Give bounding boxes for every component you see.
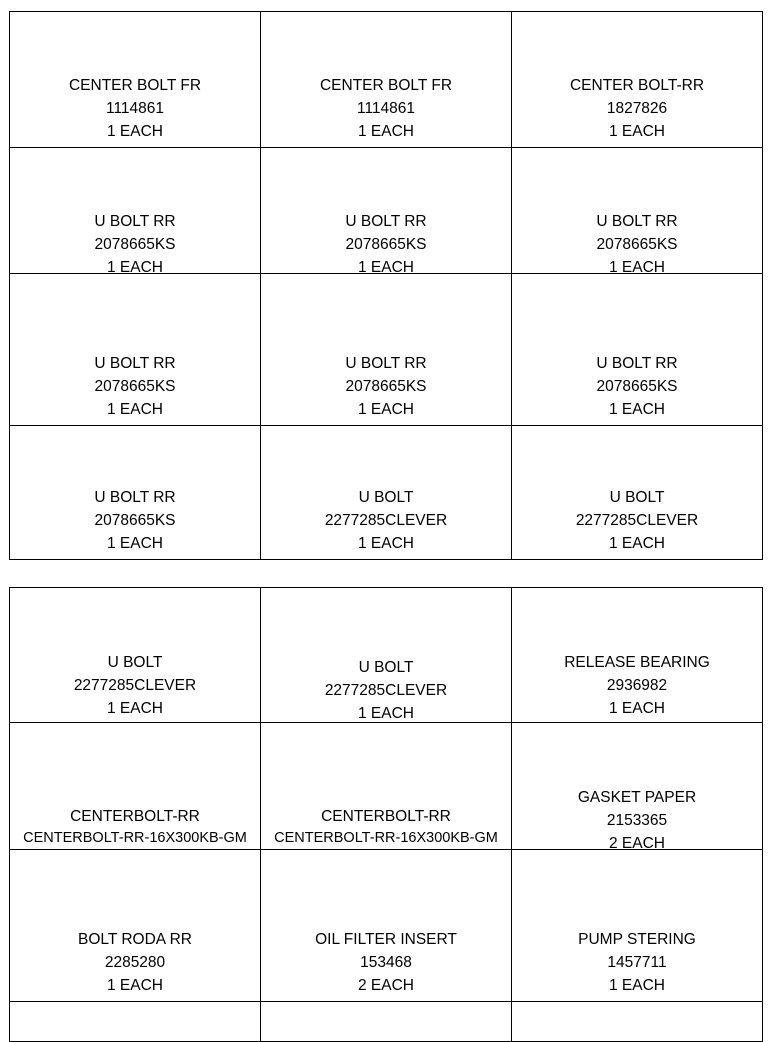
label-cell (512, 12, 763, 148)
label-sheet-2 (9, 587, 763, 1042)
part-number: 2277285CLEVER (575, 512, 699, 529)
part-quantity: 1 EACH (107, 700, 163, 717)
label-cell (261, 850, 512, 1002)
part-quantity: 1 EACH (609, 700, 665, 717)
label-cell (10, 148, 261, 274)
part-name: U BOLT RR (345, 213, 427, 230)
part-name: U BOLT (358, 489, 414, 506)
label-cell (512, 274, 763, 426)
label-cell (10, 1002, 261, 1042)
part-quantity: 1 EACH (609, 535, 665, 552)
part-number: 1114861 (356, 100, 416, 117)
part-number: 1457711 (607, 954, 667, 971)
part-quantity: 1 EACH (609, 123, 665, 140)
part-quantity: 1 EACH (358, 259, 414, 276)
label-cell (10, 588, 261, 723)
label-cell (261, 723, 512, 850)
label-cell (261, 426, 512, 560)
part-name: U BOLT (358, 659, 414, 676)
part-number: 2153365 (606, 812, 668, 829)
label-cell (10, 850, 261, 1002)
part-name: U BOLT RR (94, 213, 176, 230)
part-number: 2285280 (104, 954, 166, 971)
part-name: CENTER BOLT FR (68, 77, 202, 94)
part-name: GASKET PAPER (577, 789, 697, 806)
label-cell (261, 274, 512, 426)
part-quantity: 2 EACH (609, 835, 665, 852)
label-cell (512, 148, 763, 274)
label-cell (512, 1002, 763, 1042)
part-number: 2078665KS (94, 378, 176, 395)
part-name: RELEASE BEARING (564, 654, 710, 671)
part-number: 153468 (360, 954, 412, 971)
part-quantity: 1 EACH (358, 123, 414, 140)
part-name: CENTER BOLT FR (319, 77, 453, 94)
part-quantity: 1 EACH (358, 705, 414, 722)
part-number: 2936982 (606, 677, 668, 694)
part-name: CENTER BOLT-RR (569, 77, 705, 94)
part-quantity: 2 EACH (358, 977, 414, 994)
label-cell (261, 148, 512, 274)
part-quantity: 1 EACH (107, 123, 163, 140)
label-cell (261, 12, 512, 148)
label-cell (512, 588, 763, 723)
part-name: U BOLT (609, 489, 665, 506)
part-number: CENTERBOLT-RR-16X300KB-GM (23, 830, 247, 846)
part-number: CENTERBOLT-RR-16X300KB-GM (274, 830, 498, 846)
label-cell (10, 12, 261, 148)
part-name: CENTERBOLT-RR (70, 808, 200, 825)
label-cell (10, 426, 261, 560)
part-name: U BOLT RR (596, 213, 678, 230)
label-cell (512, 850, 763, 1002)
part-name: PUMP STERING (578, 931, 696, 948)
label-sheet-1 (9, 11, 763, 560)
part-number: 2078665KS (345, 236, 427, 253)
part-name: U BOLT RR (345, 355, 427, 372)
part-quantity: 1 EACH (609, 401, 665, 418)
part-name: OIL FILTER INSERT (315, 931, 457, 948)
part-quantity: 1 EACH (107, 259, 163, 276)
part-quantity: 1 EACH (609, 977, 665, 994)
label-cell (10, 723, 261, 850)
part-number: 1827826 (606, 100, 668, 117)
part-number: 2277285CLEVER (324, 682, 448, 699)
part-name: U BOLT RR (596, 355, 678, 372)
label-cell (512, 426, 763, 560)
part-number: 2078665KS (345, 378, 427, 395)
label-cell (261, 588, 512, 723)
part-number: 2277285CLEVER (73, 677, 197, 694)
part-quantity: 1 EACH (107, 535, 163, 552)
part-number: 2078665KS (94, 236, 176, 253)
part-name: BOLT RODA RR (78, 931, 192, 948)
part-number: 2078665KS (596, 378, 678, 395)
part-name: U BOLT RR (94, 489, 176, 506)
part-number: 1114861 (105, 100, 165, 117)
part-name: CENTERBOLT-RR (321, 808, 451, 825)
part-number: 2078665KS (94, 512, 176, 529)
label-cell (261, 1002, 512, 1042)
part-quantity: 1 EACH (358, 535, 414, 552)
part-name: U BOLT (107, 654, 163, 671)
part-name: U BOLT RR (94, 355, 176, 372)
label-cell (10, 274, 261, 426)
part-number: 2078665KS (596, 236, 678, 253)
part-quantity: 1 EACH (107, 401, 163, 418)
part-quantity: 1 EACH (358, 401, 414, 418)
part-number: 2277285CLEVER (324, 512, 448, 529)
label-cell (512, 723, 763, 850)
part-quantity: 1 EACH (107, 977, 163, 994)
part-quantity: 1 EACH (609, 259, 665, 276)
